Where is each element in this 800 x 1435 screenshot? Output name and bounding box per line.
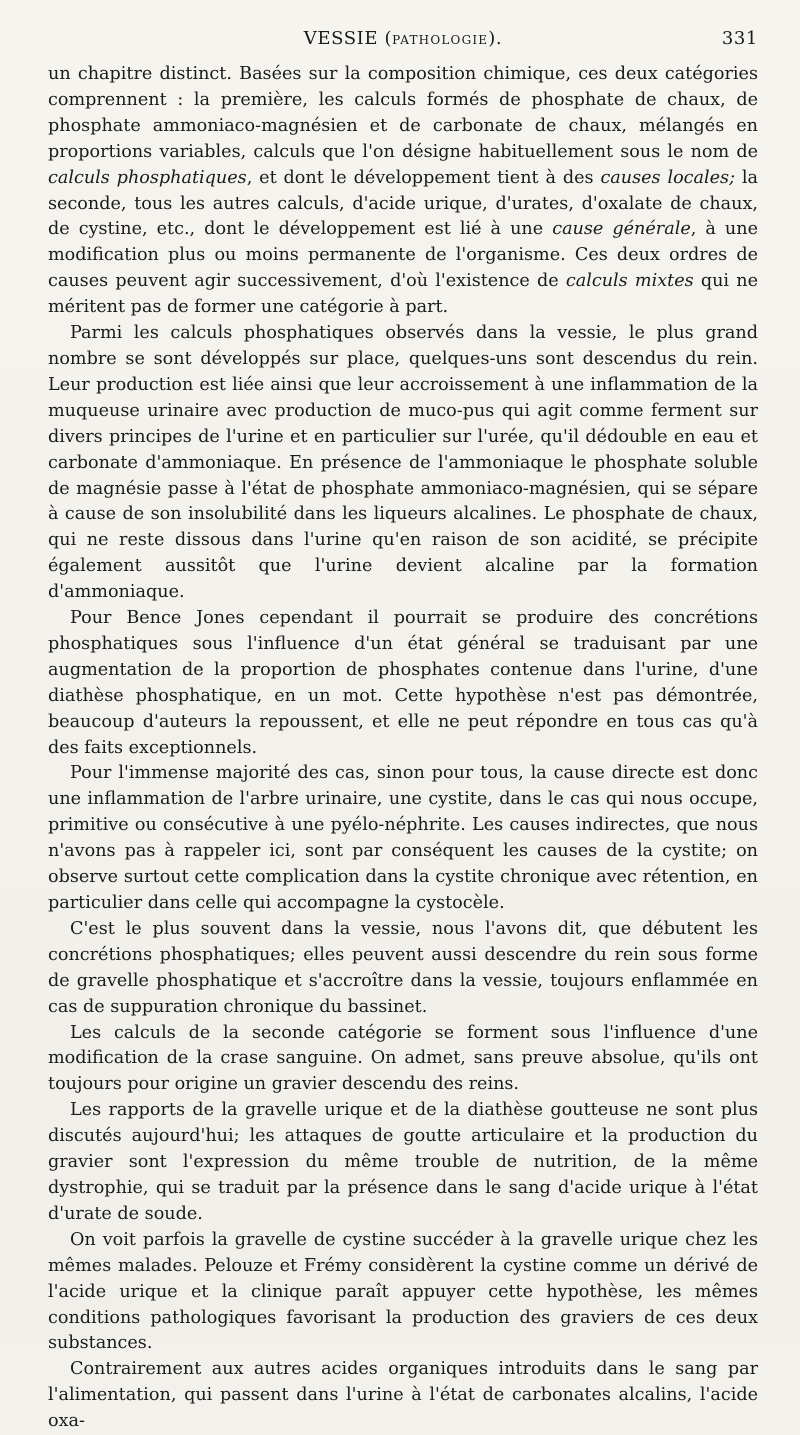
text-run: un chapitre distinct. Basées sur la composition chimique, ces deux catégories comprennent : la première, les calculs formés de phosphate de chaux, de phosphate ammoniaco-magnésien et de carbonate de chaux, mélangés en proportions variables, calculs que l'on désigne habituellement sous le nom de	[48, 64, 758, 162]
text-run: , et dont le développement tient à des	[246, 167, 601, 188]
running-header	[48, 28, 758, 62]
paragraph	[48, 917, 758, 1021]
paragraph	[48, 606, 758, 761]
text-run: C'est le plus souvent dans la vessie, nous l'avons dit, que débutent les concrétions phosphatiques; elles peuvent aussi descendre du rein sous forme de gravelle phosphatique et s'accroître dans la vessie, toujours enflammée en cas de suppuration chronique du bassinet.	[48, 918, 758, 1017]
running-title-main: VESSIE	[303, 28, 379, 49]
text-run: la seconde, tous les autres calculs, d'acide urique, d'urates, d'oxalate de chaux, de cystine, etc., dont le développement est lié à une	[48, 167, 759, 240]
italic-term: causes locales;	[600, 167, 736, 188]
text-run: , à une modification plus ou moins permanente de l'organisme. Ces deux ordres de causes peuvent agir successivement, d'où l'existence de	[48, 219, 758, 292]
paragraph	[48, 1098, 758, 1228]
text-run: On voit parfois la gravelle de cystine succéder à la gravelle urique chez les mêmes malades. Pelouze et Frémy considèrent la cystine comme un dérivé de l'acide urique et la clinique paraît appuyer cette hypothèse, les mêmes conditions pathologiques favorisant la production des graviers de ces deux substances.	[48, 1229, 758, 1354]
text-run: qui ne méritent pas de former une catégorie à part.	[48, 271, 758, 318]
text-run: Parmi les calculs phosphatiques observés dans la vessie, le plus grand nombre se sont développés sur place, quelques-uns sont descendus du rein. Leur production est liée ainsi que leur accroissement à une inflammation de la muqueuse urinaire avec production de muco-pus qui agit comme ferment sur divers principes de l'urine et en particulier sur l'urée, qu'il dédouble en eau et carbonate d'ammoniaque. En présence de l'ammoniaque le phosphate soluble de magnésie passe à l'état de phosphate ammoniaco-magnésien, qui se sépare à cause de son insolubilité dans les liqueurs alcalines. Le phosphate de chaux, qui ne reste dissous dans l'urine qu'en raison de son acidité, se précipite également aussitôt que l'urine devient alcaline par la formation d'ammoniaque.	[48, 323, 758, 603]
paragraph	[48, 1357, 758, 1435]
body-text	[48, 62, 758, 1435]
paragraph	[48, 1021, 758, 1099]
text-run: Pour Bence Jones cependant il pourrait se produire des concrétions phosphatiques sous l'influence d'un état général se traduisant par une augmentation de la proportion de phosphates contenue dans l'urine, d'une diathèse phosphatique, en un mot. Cette hypothèse n'est pas démontrée, beaucoup d'auteurs la repoussent, et elle ne peut répondre en tous cas qu'à des faits exceptionnels.	[48, 608, 758, 758]
italic-term: cause générale	[552, 219, 691, 240]
paragraph	[48, 62, 758, 321]
italic-term: calculs mixtes	[565, 271, 694, 292]
text-run: Les rapports de la gravelle urique et de la diathèse goutteuse ne sont plus discutés aujourd'hui; les attaques de goutte articulaire et la production du gravier sont l'expression du même trouble de nutrition, de la même dystrophie, qui se traduit par la présence dans le sang d'acide urique à l'état d'urate de soude.	[48, 1100, 758, 1224]
running-title-close: ).	[488, 28, 503, 49]
running-title-section: PATHOLOGIE	[392, 33, 489, 47]
running-title	[48, 28, 758, 49]
paragraph	[48, 761, 758, 916]
paragraph	[48, 321, 758, 606]
text-run: Pour l'immense majorité des cas, sinon pour tous, la cause directe est donc une inflammation de l'arbre urinaire, une cystite, dans le cas qui nous occupe, primitive ou consécutive à une pyélo-néphrite. Les causes indirectes, que nous n'avons pas à rappeler ici, sont par conséquent les causes de la cystite; on observe surtout cette complication dans la cystite chronique avec rétention, en particulier dans celle qui accompagne la cystocèle.	[48, 763, 758, 913]
running-title-open: (	[378, 28, 393, 49]
page-number: 331	[721, 28, 758, 49]
text-run: Contrairement aux autres acides organiques introduits dans le sang par l'alimentation, qui passent dans l'urine à l'état de carbonates alcalins, l'acide oxa-	[48, 1359, 758, 1432]
italic-term: calculs phosphatiques	[48, 167, 247, 188]
text-run: Les calculs de la seconde catégorie se forment sous l'influence d'une modification de la crase sanguine. On admet, sans preuve absolue, qu'ils ont toujours pour origine un gravier descendu des reins.	[48, 1022, 758, 1095]
